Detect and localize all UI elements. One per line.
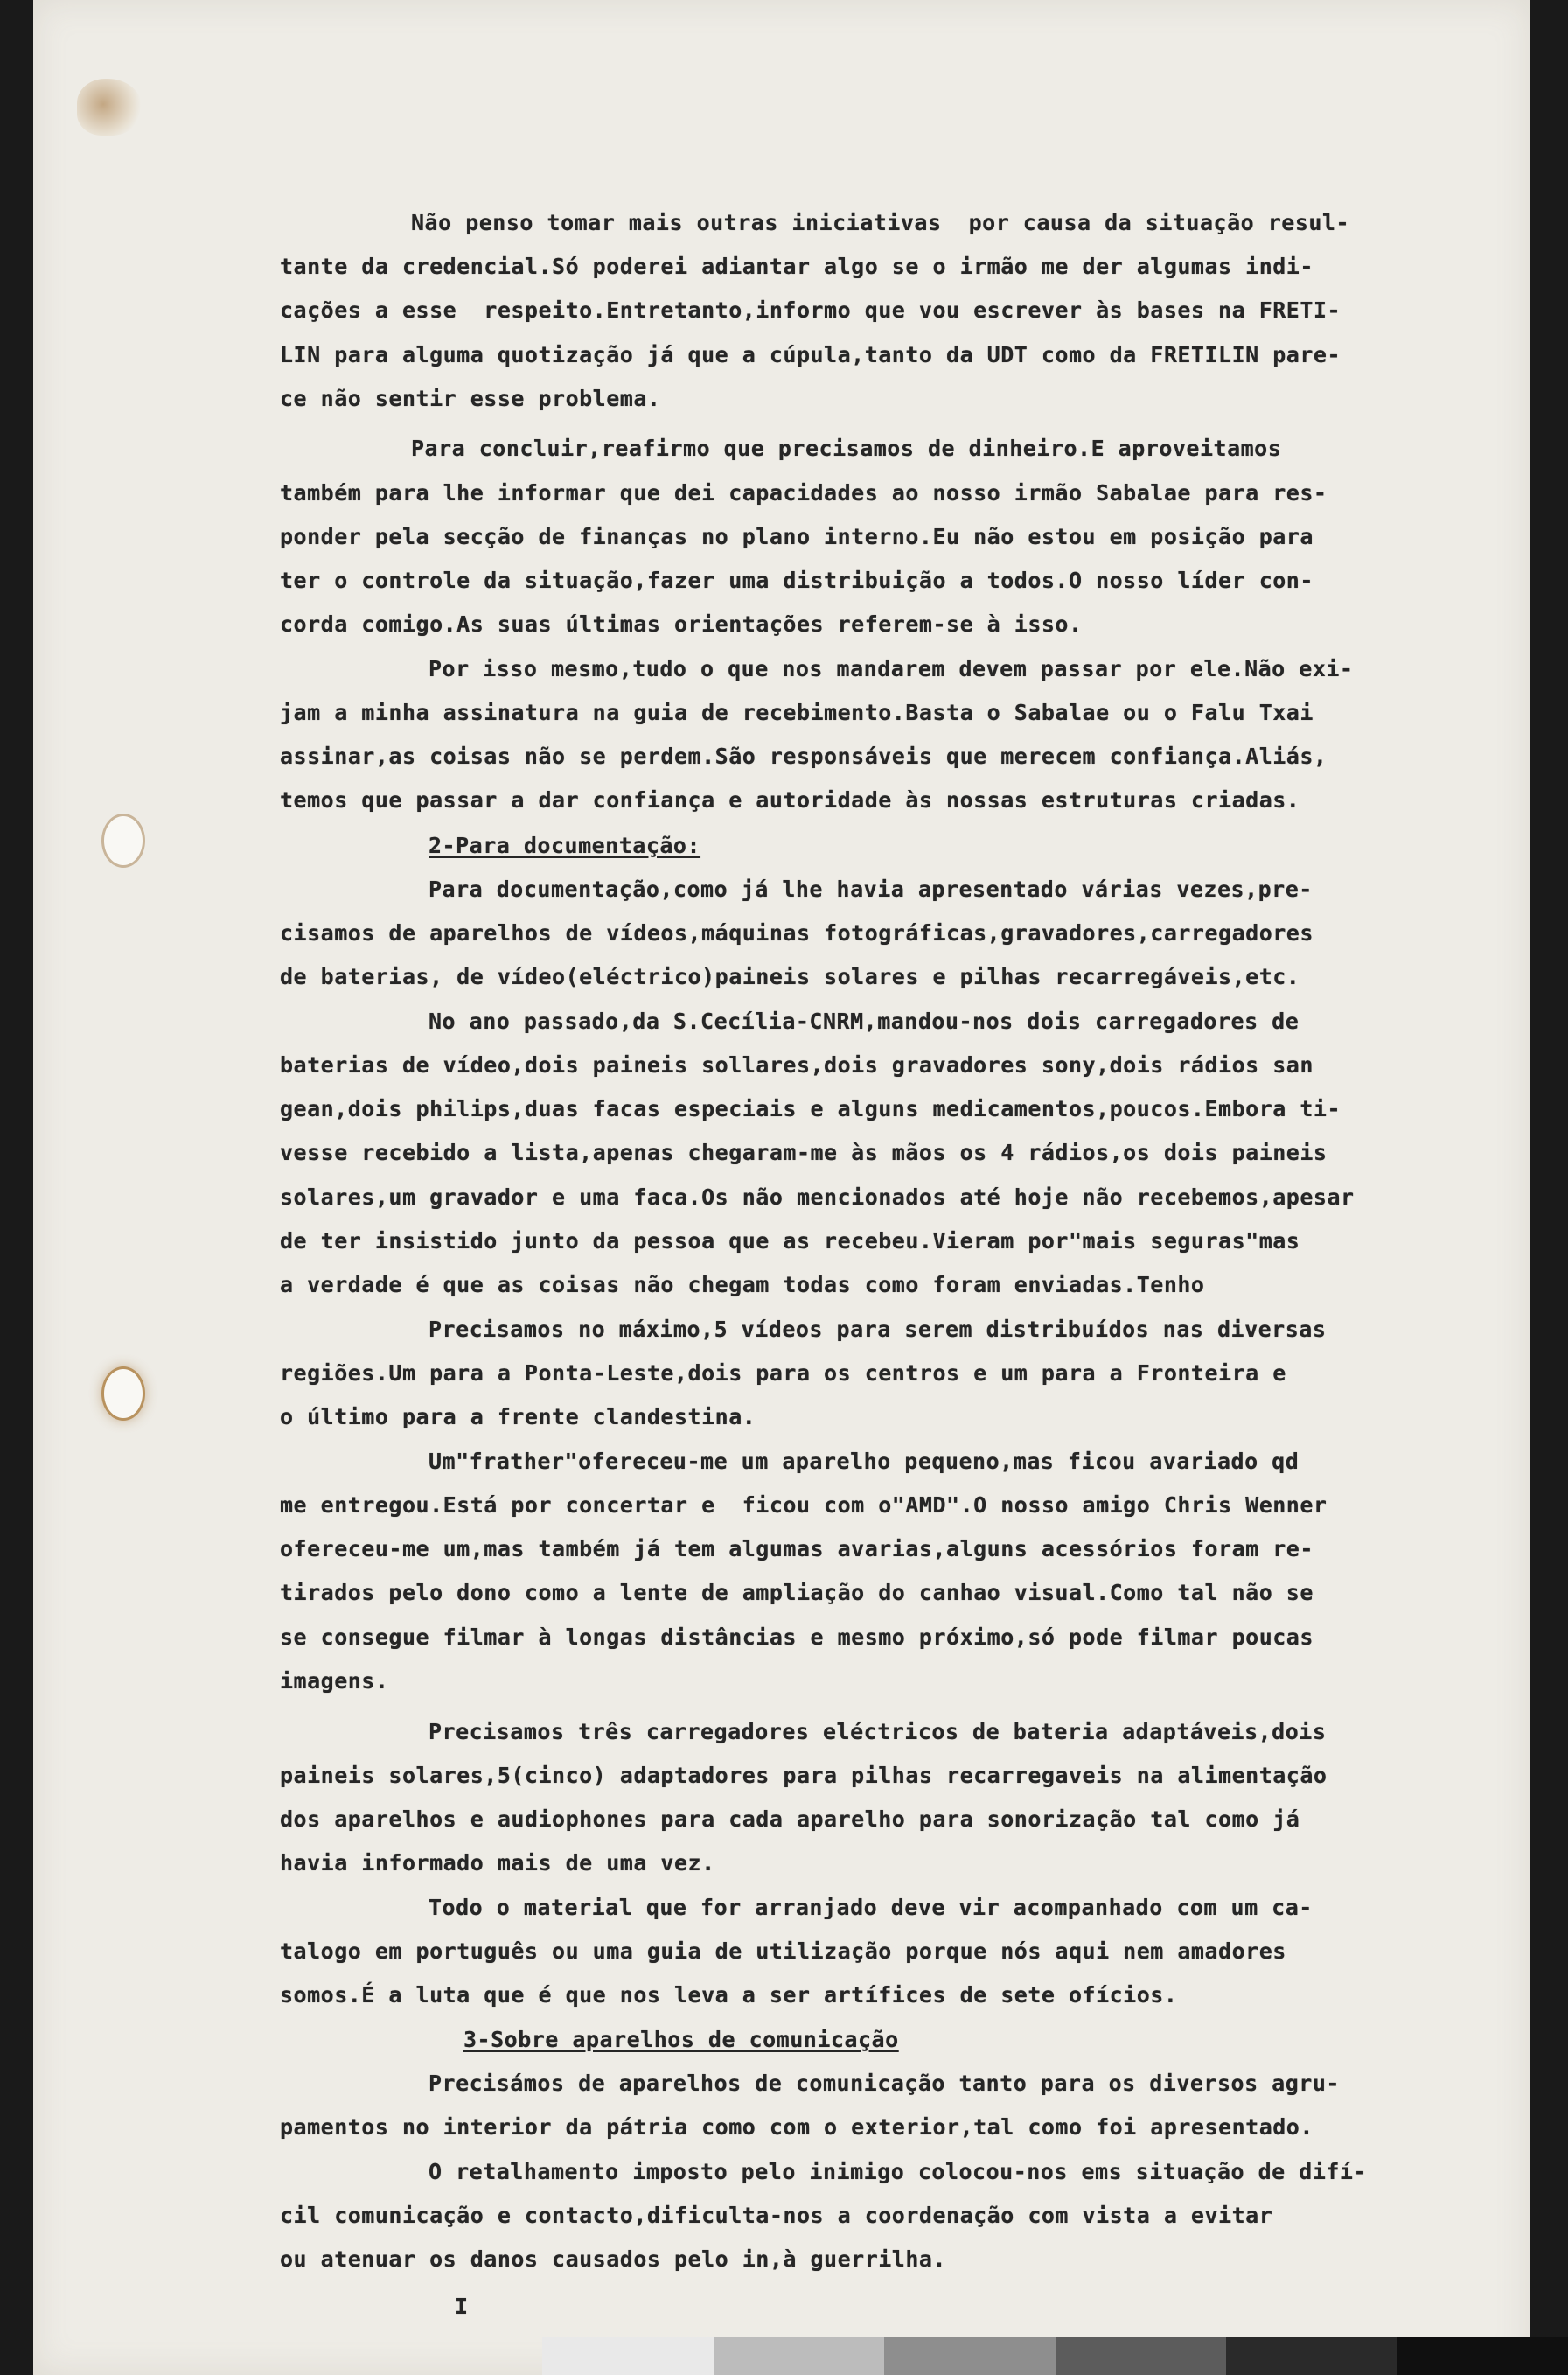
text-line: Precisamos no máximo,5 vídeos para serem distribuídos nas diversas bbox=[429, 1317, 1327, 1342]
text-line: ou atenuar os danos causados pelo in,à guerrilha. bbox=[280, 2246, 947, 2272]
text-line: dos aparelhos e audiophones para cada aparelho para sonorização tal como já bbox=[280, 1806, 1300, 1832]
grayscale-calibration-strip bbox=[542, 2337, 1568, 2375]
text-line: I bbox=[455, 2294, 469, 2319]
text-line: pamentos no interior da pátria como com o exterior,tal como foi apresentado. bbox=[280, 2114, 1314, 2140]
text-line: imagens. bbox=[280, 1668, 389, 1694]
text-line: Precisamos três carregadores eléctricos de bateria adaptáveis,dois bbox=[429, 1719, 1327, 1744]
document-page bbox=[33, 0, 1530, 2375]
text-line: também para lhe informar que dei capacidades ao nosso irmão Sabalae para res- bbox=[280, 480, 1328, 506]
calibration-patch bbox=[714, 2337, 885, 2375]
text-line: Precisámos de aparelhos de comunicação tanto para os diversos agru- bbox=[429, 2071, 1340, 2096]
text-line: havia informado mais de uma vez. bbox=[280, 1850, 715, 1876]
text-line: temos que passar a dar confiança e autoridade às nossas estruturas criadas. bbox=[280, 787, 1300, 813]
text-line: regiões.Um para a Ponta-Leste,dois para os centros e um para a Fronteira e bbox=[280, 1360, 1286, 1386]
text-line: corda comigo.As suas últimas orientações referem-se à isso. bbox=[280, 611, 1083, 637]
text-line: talogo em português ou uma guia de utilização porque nós aqui nem amadores bbox=[280, 1938, 1286, 1964]
text-line: ce não sentir esse problema. bbox=[280, 386, 661, 411]
text-line: cações a esse respeito.Entretanto,informo que vou escrever às bases na FRETI- bbox=[280, 297, 1341, 323]
text-line: se consegue filmar à longas distâncias e mesmo próximo,só pode filmar poucas bbox=[280, 1624, 1314, 1650]
text-line: o último para a frente clandestina. bbox=[280, 1404, 756, 1429]
text-line: Não penso tomar mais outras iniciativas por causa da situação resul- bbox=[411, 210, 1350, 235]
text-line: LIN para alguma quotização já que a cúpula,tanto da UDT como da FRETILIN pare- bbox=[280, 342, 1341, 367]
text-line: solares,um gravador e uma faca.Os não mencionados até hoje não recebemos,apesar bbox=[280, 1184, 1355, 1210]
text-line: ter o controle da situação,fazer uma distribuição a todos.O nosso líder con- bbox=[280, 568, 1314, 593]
text-line: jam a minha assinatura na guia de recebimento.Basta o Sabalae ou o Falu Txai bbox=[280, 700, 1314, 725]
text-line: Para documentação,como já lhe havia apresentado várias vezes,pre- bbox=[429, 877, 1313, 902]
text-line: assinar,as coisas não se perdem.São responsáveis que merecem confiança.Aliás, bbox=[280, 744, 1328, 769]
text-line: tante da credencial.Só poderei adiantar algo se o irmão me der algumas indi- bbox=[280, 254, 1314, 279]
text-line: Para concluir,reafirmo que precisamos de dinheiro.E aproveitamos bbox=[411, 436, 1282, 461]
text-line: tirados pelo dono como a lente de ampliação do canhao visual.Como tal não se bbox=[280, 1580, 1314, 1605]
text-line: somos.É a luta que é que nos leva a ser artífices de sete ofícios. bbox=[280, 1982, 1178, 2008]
text-line: cil comunicação e contacto,dificulta-nos a coordenação com vista a evitar bbox=[280, 2203, 1273, 2228]
typed-text-body bbox=[33, 0, 1530, 2375]
text-line: de ter insistido junto da pessoa que as recebeu.Vieram por"mais seguras"mas bbox=[280, 1228, 1300, 1254]
calibration-patch bbox=[542, 2337, 714, 2375]
text-line: baterias de vídeo,dois paineis sollares,dois gravadores sony,dois rádios san bbox=[280, 1052, 1314, 1078]
text-line: paineis solares,5(cinco) adaptadores para pilhas recarregaveis na alimentação bbox=[280, 1763, 1328, 1788]
calibration-patch bbox=[1056, 2337, 1227, 2375]
text-line: de baterias, de vídeo(eléctrico)paineis solares e pilhas recarregáveis,etc. bbox=[280, 964, 1300, 989]
text-line: ponder pela secção de finanças no plano interno.Eu não estou em posição para bbox=[280, 524, 1314, 549]
section-heading-communication: 3-Sobre aparelhos de comunicação bbox=[463, 2027, 899, 2052]
text-line: No ano passado,da S.Cecília-CNRM,mandou-nos dois carregadores de bbox=[429, 1009, 1300, 1034]
text-line: vesse recebido a lista,apenas chegaram-me às mãos os 4 rádios,os dois paineis bbox=[280, 1140, 1328, 1165]
text-line: O retalhamento imposto pelo inimigo colocou-nos ems situação de difí- bbox=[429, 2159, 1368, 2184]
text-line: a verdade é que as coisas não chegam todas como foram enviadas.Tenho bbox=[280, 1272, 1205, 1297]
section-heading-documentation: 2-Para documentação: bbox=[429, 833, 701, 858]
calibration-patch bbox=[1226, 2337, 1397, 2375]
calibration-patch bbox=[884, 2337, 1056, 2375]
text-line: Todo o material que for arranjado deve vir acompanhado com um ca- bbox=[429, 1895, 1313, 1920]
text-line: me entregou.Está por concertar e ficou com o"AMD".O nosso amigo Chris Wenner bbox=[280, 1492, 1328, 1518]
calibration-patch bbox=[1397, 2337, 1568, 2375]
text-line: Um"frather"ofereceu-me um aparelho pequeno,mas ficou avariado qd bbox=[429, 1449, 1300, 1474]
text-line: Por isso mesmo,tudo o que nos mandarem devem passar por ele.Não exi- bbox=[429, 656, 1354, 681]
text-line: ofereceu-me um,mas também já tem algumas avarias,alguns acessórios foram re- bbox=[280, 1536, 1314, 1561]
text-line: cisamos de aparelhos de vídeos,máquinas fotográficas,gravadores,carregadores bbox=[280, 920, 1314, 946]
text-line: gean,dois philips,duas facas especiais e alguns medicamentos,poucos.Embora ti- bbox=[280, 1096, 1341, 1121]
